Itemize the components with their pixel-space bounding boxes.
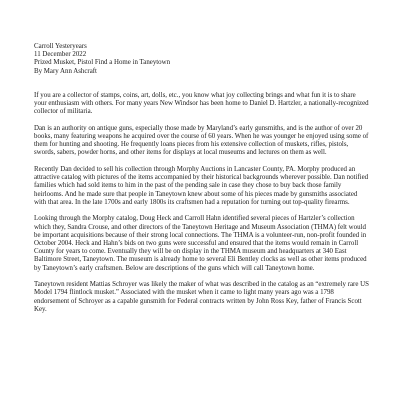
article-title: Prized Musket, Pistol Find a Home in Taneytown — [34, 59, 171, 67]
paragraph-2: Dan is an authority on antique guns, especially those made by Maryland’s early gunsmiths, and is the author of over 20 books, many featuring weapons he acquired over the course of 60 years. When he was younger he enjoyed using some of them for hunting and shooting. He frequently loans pieces from his extensive collection of muskets, rifles, pistols, swords, sabers, powder horns, and other items for displays at local museums and lectures on them as well. — [34, 124, 369, 157]
column-name: Carroll Yesteryears — [34, 43, 87, 50]
paragraph-3: Recently Dan decided to sell his collection through Morphy Auctions in Lancaster County, PA. Morphy produced an attractive catalog with pictures of the items accompanied by their historical backgrounds wherever possible. Dan notified families which had sold items to him in the past of the pending sale in case they chose to buy back those family heirlooms. And he made sure that people in Taneytown knew about some of his pieces made by gunsmiths associated with that area. In the late 1700s and early 1800s its craftsmen had a reputation for turning out top-quality firearms. — [34, 166, 369, 206]
article-byline: By Mary Ann Ashcraft — [34, 67, 97, 75]
paragraph-1: If you are a collector of stamps, coins, art, dolls, etc., you know what joy collecting brings and what fun it is to share your enthusiasm with others. For many years New Windsor has been home to Daniel D. Hartzler, a nationally-recognized collector of militaria. — [34, 91, 369, 116]
paragraph-4: Looking through the Morphy catalog, Doug Heck and Carroll Hahn identified several pieces of Hartzler’s collection which they, Sandra Crouse, and other directors of the Taneytown Heritage and Museum Association (THMA) felt would be important acquisitions because of their strong local connections. The THMA is a volunteer-run, non-profit founded in October 2004. Heck and Hahn’s bids on two guns were successful and ensured that the items would remain in Carroll County for years to come. Eventually they will be on display in the THMA museum and headquarters at 340 East Baltimore Street, Taneytown. The museum is already home to several Eli Bentley clocks as well as other items produced by Taneytown’s early craftsmen. Below are descriptions of the guns which will call Taneytown home. — [34, 215, 367, 272]
article-date: 11 December 2022 — [34, 51, 87, 59]
article-body — [34, 43, 369, 314]
article-header — [34, 43, 369, 76]
paragraph-5: Taneytown resident Mattias Schroyer was likely the maker of what was described in the catalog as an “extremely rare US Model 1794 flintlock musket.” Associated with the musket when it came to light many years ago was a 1798 endorsement of Schroyer as a capable gunsmith for Federal contracts written by John Ross Key, father of Francis Scott Key. — [34, 281, 369, 313]
